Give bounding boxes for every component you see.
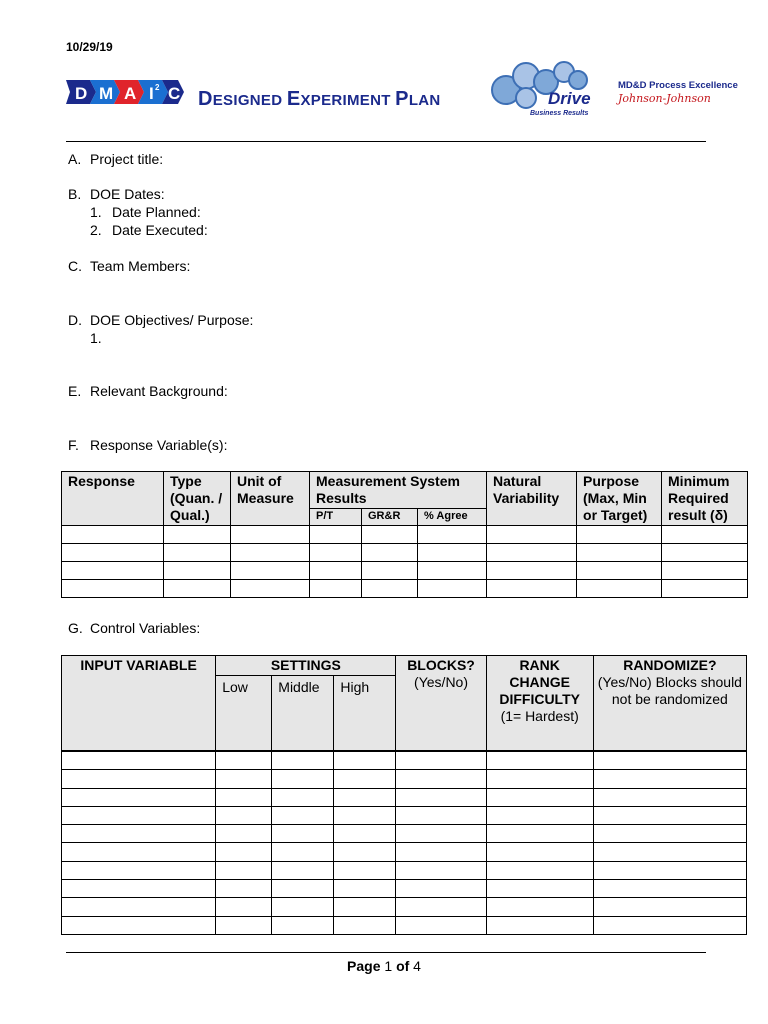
header-input-variable: INPUT VARIABLE xyxy=(62,656,216,752)
table-cell[interactable] xyxy=(593,880,746,898)
table-cell[interactable] xyxy=(62,825,216,843)
table-cell[interactable] xyxy=(396,825,486,843)
table-cell[interactable] xyxy=(216,806,272,824)
header-minimum-required: Minimum Required result (δ) xyxy=(662,472,748,526)
org-name: MD&D Process Excellence xyxy=(618,80,738,91)
table-cell[interactable] xyxy=(487,562,577,580)
table-cell[interactable] xyxy=(396,843,486,861)
table-cell[interactable] xyxy=(662,562,748,580)
table-cell[interactable] xyxy=(486,861,593,879)
table-cell[interactable] xyxy=(362,580,418,598)
table-cell[interactable] xyxy=(418,562,487,580)
table-cell[interactable] xyxy=(62,544,164,562)
item-team-members: C. Team Members: xyxy=(68,258,191,274)
item-relevant-background: E. Relevant Background: xyxy=(68,383,228,399)
table-cell[interactable] xyxy=(486,788,593,806)
table-cell[interactable] xyxy=(593,898,746,916)
header-rank-change-difficulty: RANK CHANGE DIFFICULTY (1= Hardest) xyxy=(486,656,593,752)
table-cell[interactable] xyxy=(272,880,334,898)
table-cell[interactable] xyxy=(662,544,748,562)
table-cell[interactable] xyxy=(62,580,164,598)
table-row xyxy=(62,544,748,562)
table-cell[interactable] xyxy=(396,770,486,788)
subheader-pt: P/T xyxy=(310,509,362,526)
table-cell[interactable] xyxy=(216,880,272,898)
table-cell[interactable] xyxy=(487,544,577,562)
table-row xyxy=(62,788,747,806)
table-cell[interactable] xyxy=(231,562,310,580)
table-cell[interactable] xyxy=(396,861,486,879)
svg-text:2: 2 xyxy=(155,83,160,92)
table-cell[interactable] xyxy=(62,880,216,898)
table-cell[interactable] xyxy=(593,825,746,843)
subheader-agree: % Agree xyxy=(418,509,487,526)
table-row xyxy=(62,580,748,598)
table-cell[interactable] xyxy=(362,562,418,580)
table-row xyxy=(62,880,747,898)
table-cell[interactable] xyxy=(272,898,334,916)
table-cell[interactable] xyxy=(216,825,272,843)
table-cell[interactable] xyxy=(418,580,487,598)
header-unit-of-measure: Unit of Measure xyxy=(231,472,310,526)
header-purpose: Purpose (Max, Min or Target) xyxy=(577,472,662,526)
table-cell[interactable] xyxy=(396,806,486,824)
item-response-variables: F. Response Variable(s): xyxy=(68,437,228,453)
table-cell[interactable] xyxy=(418,544,487,562)
table-cell[interactable] xyxy=(334,770,396,788)
response-variables-table xyxy=(61,471,748,598)
svg-text:C: C xyxy=(168,84,181,103)
jnj-wordmark: Johnson-Johnson xyxy=(618,92,711,105)
table-cell[interactable] xyxy=(272,916,334,934)
drive-logo xyxy=(488,60,608,118)
table-cell[interactable] xyxy=(662,580,748,598)
header-low: Low xyxy=(216,676,272,752)
table-cell[interactable] xyxy=(396,898,486,916)
svg-text:Drive: Drive xyxy=(548,89,591,108)
table-cell[interactable] xyxy=(486,843,593,861)
table-cell[interactable] xyxy=(164,544,231,562)
page-footer: Page 1 of 4 xyxy=(347,958,421,974)
table-cell[interactable] xyxy=(164,526,231,544)
table-cell[interactable] xyxy=(272,770,334,788)
table-cell[interactable] xyxy=(593,861,746,879)
table-cell[interactable] xyxy=(362,544,418,562)
table-cell[interactable] xyxy=(216,843,272,861)
header-type: Type (Quan. / Qual.) xyxy=(164,472,231,526)
table-cell[interactable] xyxy=(334,861,396,879)
item-objective-1: 1. xyxy=(90,330,102,346)
header-natural-variability: Natural Variability xyxy=(487,472,577,526)
table-cell[interactable] xyxy=(231,526,310,544)
dmaic-logo xyxy=(66,78,184,106)
table-cell[interactable] xyxy=(486,825,593,843)
table-cell[interactable] xyxy=(231,544,310,562)
table-cell[interactable] xyxy=(334,788,396,806)
footer-rule xyxy=(66,952,706,953)
table-cell[interactable] xyxy=(334,843,396,861)
table-cell[interactable] xyxy=(334,825,396,843)
document-date: 10/29/19 xyxy=(66,40,113,54)
item-project-title: A. Project title: xyxy=(68,151,164,167)
table-row xyxy=(62,825,747,843)
table-cell[interactable] xyxy=(272,825,334,843)
header-settings: SETTINGS xyxy=(216,656,396,676)
table-cell[interactable] xyxy=(593,770,746,788)
table-cell[interactable] xyxy=(164,580,231,598)
table-cell[interactable] xyxy=(62,562,164,580)
table-cell[interactable] xyxy=(334,880,396,898)
table-cell[interactable] xyxy=(486,916,593,934)
table-cell[interactable] xyxy=(216,770,272,788)
table-cell[interactable] xyxy=(593,843,746,861)
table-row xyxy=(62,751,747,770)
table-cell[interactable] xyxy=(487,526,577,544)
table-row xyxy=(62,770,747,788)
header-randomize: RANDOMIZE? (Yes/No) Blocks should not be randomized xyxy=(593,656,746,752)
svg-text:Business Results: Business Results xyxy=(530,110,589,117)
table-cell[interactable] xyxy=(577,562,662,580)
header-rule xyxy=(66,141,706,142)
header-measurement-system: Measurement System Results xyxy=(310,472,487,509)
svg-text:A: A xyxy=(124,84,137,103)
table-cell[interactable] xyxy=(334,806,396,824)
table-row xyxy=(62,898,747,916)
item-control-variables: G. Control Variables: xyxy=(68,620,201,636)
table-row xyxy=(62,806,747,824)
table-cell[interactable] xyxy=(216,861,272,879)
svg-text:M: M xyxy=(99,84,114,103)
item-date-executed: 2. Date Executed: xyxy=(90,222,208,238)
table-cell[interactable] xyxy=(272,788,334,806)
table-cell[interactable] xyxy=(593,751,746,770)
table-cell[interactable] xyxy=(334,916,396,934)
header-middle: Middle xyxy=(272,676,334,752)
table-cell[interactable] xyxy=(272,806,334,824)
table-cell[interactable] xyxy=(62,898,216,916)
subheader-grr: GR&R xyxy=(362,509,418,526)
table-cell[interactable] xyxy=(334,751,396,770)
table-cell[interactable] xyxy=(231,580,310,598)
table-cell[interactable] xyxy=(62,788,216,806)
table-row xyxy=(62,843,747,861)
table-cell[interactable] xyxy=(577,580,662,598)
table-cell[interactable] xyxy=(272,861,334,879)
table-cell[interactable] xyxy=(310,544,362,562)
table-row xyxy=(62,562,748,580)
table-cell[interactable] xyxy=(486,770,593,788)
item-doe-dates: B. DOE Dates: xyxy=(68,186,165,202)
table-cell[interactable] xyxy=(62,861,216,879)
org-logo xyxy=(618,80,738,105)
svg-text:I: I xyxy=(149,84,154,103)
table-cell[interactable] xyxy=(62,526,164,544)
table-row xyxy=(62,861,747,879)
table-cell[interactable] xyxy=(62,806,216,824)
header-blocks: BLOCKS? (Yes/No) xyxy=(396,656,486,752)
table-row xyxy=(62,526,748,544)
header-high: High xyxy=(334,676,396,752)
table-cell[interactable] xyxy=(486,751,593,770)
control-variables-table xyxy=(61,655,747,935)
item-date-planned: 1. Date Planned: xyxy=(90,204,201,220)
table-cell[interactable] xyxy=(62,916,216,934)
table-cell[interactable] xyxy=(486,898,593,916)
table-cell[interactable] xyxy=(272,843,334,861)
table-cell[interactable] xyxy=(396,880,486,898)
item-doe-objectives: D. DOE Objectives/ Purpose: xyxy=(68,312,254,328)
document-title: DESIGNED EXPERIMENT PLAN xyxy=(198,88,441,110)
table-cell[interactable] xyxy=(593,916,746,934)
table-cell[interactable] xyxy=(486,806,593,824)
table-cell[interactable] xyxy=(577,526,662,544)
table-cell[interactable] xyxy=(272,751,334,770)
table-cell[interactable] xyxy=(487,580,577,598)
table-cell[interactable] xyxy=(62,751,216,770)
table-cell[interactable] xyxy=(396,916,486,934)
table-cell[interactable] xyxy=(310,580,362,598)
table-cell[interactable] xyxy=(486,880,593,898)
table-cell[interactable] xyxy=(593,806,746,824)
table-cell[interactable] xyxy=(396,751,486,770)
table-cell[interactable] xyxy=(216,916,272,934)
table-cell[interactable] xyxy=(396,788,486,806)
table-cell[interactable] xyxy=(216,751,272,770)
table-cell[interactable] xyxy=(577,544,662,562)
header-response: Response xyxy=(62,472,164,526)
table-cell[interactable] xyxy=(216,788,272,806)
table-cell[interactable] xyxy=(310,562,362,580)
table-cell[interactable] xyxy=(334,898,396,916)
table-row xyxy=(62,916,747,934)
svg-text:D: D xyxy=(75,84,88,103)
table-cell[interactable] xyxy=(662,526,748,544)
table-cell[interactable] xyxy=(362,526,418,544)
table-cell[interactable] xyxy=(62,843,216,861)
table-cell[interactable] xyxy=(216,898,272,916)
table-cell[interactable] xyxy=(310,526,362,544)
table-cell[interactable] xyxy=(62,770,216,788)
table-cell[interactable] xyxy=(164,562,231,580)
table-cell[interactable] xyxy=(593,788,746,806)
table-cell[interactable] xyxy=(418,526,487,544)
